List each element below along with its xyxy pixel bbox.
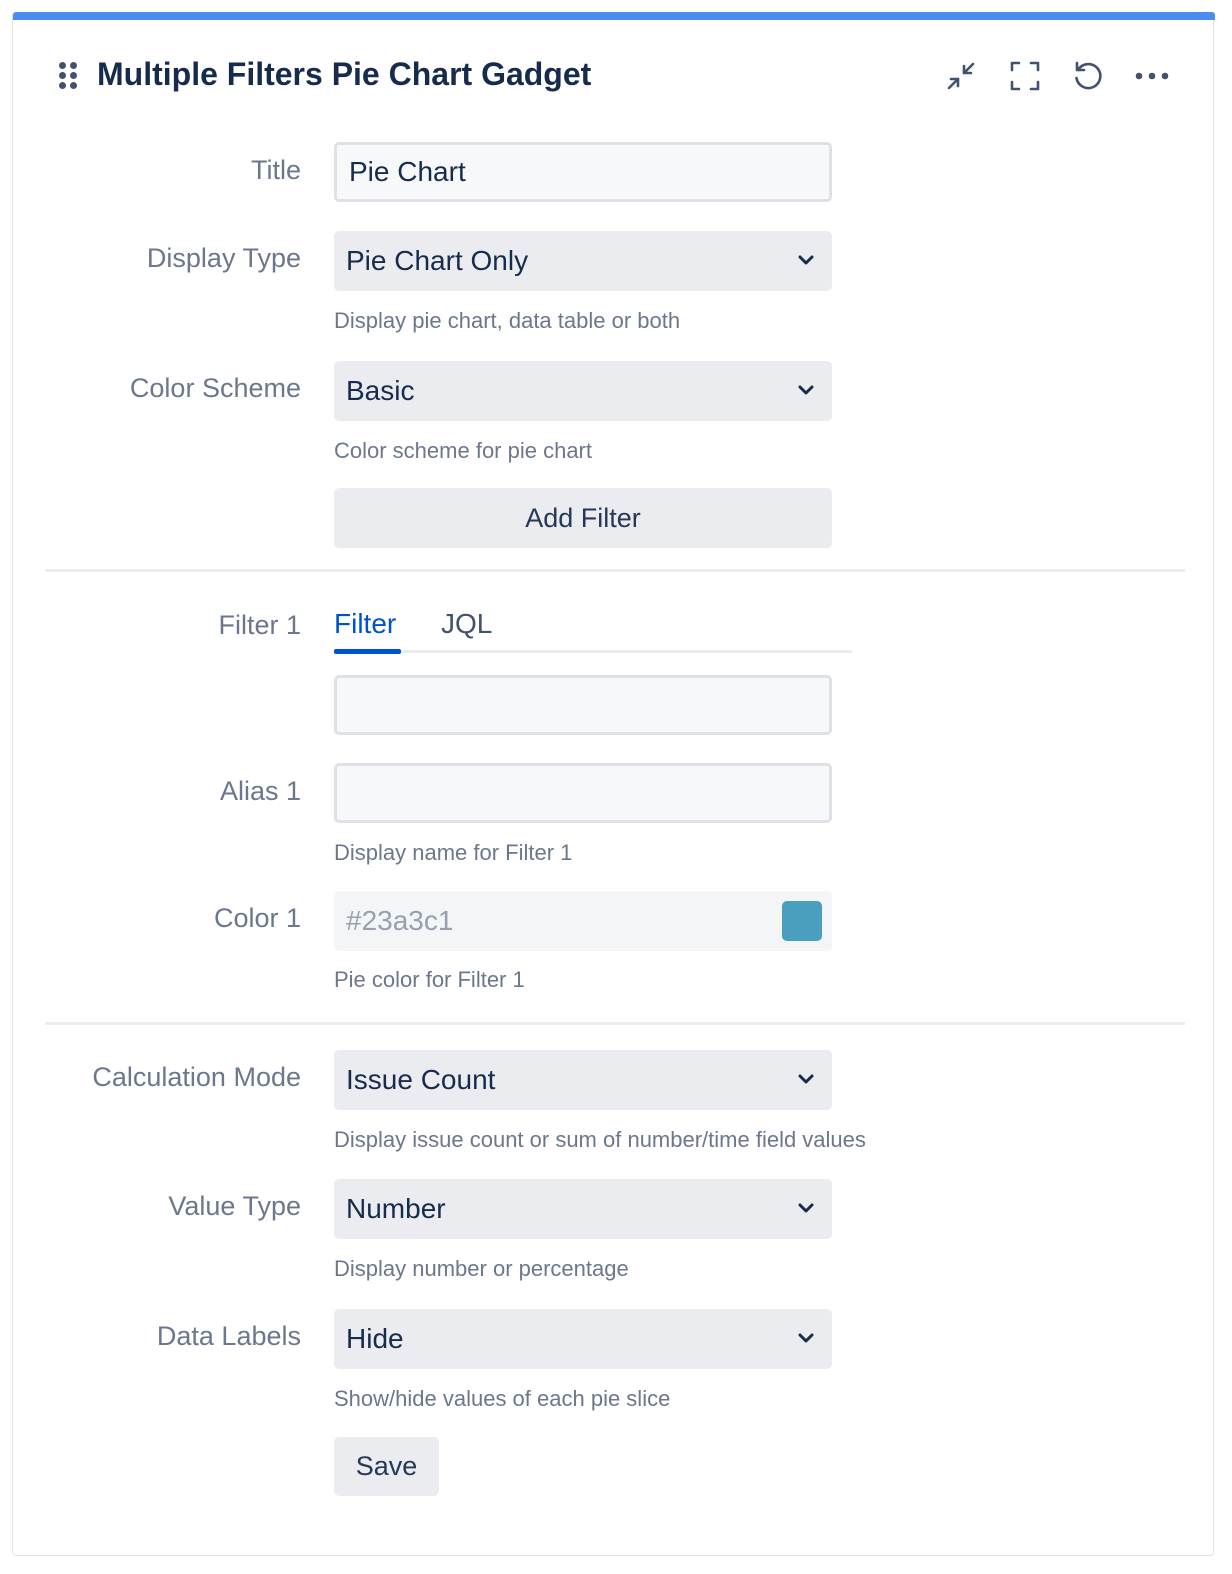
- title-input-value: Pie Chart: [349, 156, 466, 187]
- color-scheme-select[interactable]: [334, 361, 832, 421]
- gadget-title: Multiple Filters Pie Chart Gadget: [97, 56, 592, 92]
- data-labels-value: Hide: [346, 1323, 404, 1354]
- value-type-select[interactable]: [334, 1179, 832, 1239]
- chevron-down-icon: [798, 1074, 814, 1085]
- chevron-down-icon: [798, 385, 814, 396]
- section-divider: [45, 569, 1185, 572]
- refresh-icon[interactable]: [1068, 56, 1108, 96]
- minimize-icon[interactable]: [941, 56, 981, 96]
- color1-input[interactable]: [334, 891, 832, 951]
- fullscreen-icon[interactable]: [1005, 56, 1045, 96]
- calc-mode-label: Calculation Mode: [92, 1062, 301, 1092]
- color1-help: Pie color for Filter 1: [334, 967, 525, 992]
- data-labels-label: Data Labels: [156, 1321, 301, 1351]
- filter1-input[interactable]: [334, 675, 832, 735]
- drag-handle-icon[interactable]: [57, 60, 81, 92]
- alias1-label: Alias 1: [219, 776, 301, 806]
- tabs-baseline: [334, 650, 852, 653]
- display-type-help: Display pie chart, data table or both: [334, 308, 681, 333]
- data-labels-select[interactable]: [334, 1309, 832, 1369]
- filter1-label: Filter 1: [218, 610, 301, 640]
- calc-mode-value: Issue Count: [346, 1064, 496, 1095]
- alias1-help: Display name for Filter 1: [334, 840, 573, 865]
- color-scheme-help: Color scheme for pie chart: [334, 438, 592, 463]
- title-input[interactable]: [334, 142, 832, 202]
- active-tab-indicator: [334, 649, 401, 654]
- add-filter-button[interactable]: Add Filter: [334, 488, 832, 548]
- chevron-down-icon: [798, 255, 814, 266]
- alias1-input[interactable]: [334, 763, 832, 823]
- tab-filter[interactable]: Filter: [334, 608, 397, 639]
- data-labels-help: Show/hide values of each pie slice: [334, 1386, 671, 1411]
- section-divider: [45, 1022, 1185, 1025]
- value-type-label: Value Type: [168, 1191, 301, 1221]
- color1-label: Color 1: [213, 903, 301, 933]
- calc-mode-help: Display issue count or sum of number/time field values: [334, 1127, 866, 1152]
- color-scheme-value: Basic: [346, 375, 415, 406]
- save-button[interactable]: Save: [334, 1437, 439, 1496]
- title-label: Title: [250, 155, 301, 185]
- chevron-down-icon: [798, 1203, 814, 1214]
- color1-placeholder: #23a3c1: [346, 905, 454, 936]
- tab-jql[interactable]: JQL: [441, 608, 493, 639]
- value-type-value: Number: [346, 1193, 446, 1224]
- value-type-help: Display number or percentage: [334, 1256, 629, 1281]
- chevron-down-icon: [798, 1333, 814, 1344]
- gadget-accent-bar: [13, 12, 1215, 20]
- color1-swatch[interactable]: [782, 901, 822, 941]
- color-scheme-label: Color Scheme: [129, 373, 301, 403]
- gadget-card: [12, 12, 1214, 1556]
- display-type-label: Display Type: [146, 243, 301, 273]
- display-type-value: Pie Chart Only: [346, 245, 529, 276]
- more-options-icon[interactable]: [1132, 56, 1172, 96]
- display-type-select[interactable]: [334, 231, 832, 291]
- calc-mode-select[interactable]: [334, 1050, 832, 1110]
